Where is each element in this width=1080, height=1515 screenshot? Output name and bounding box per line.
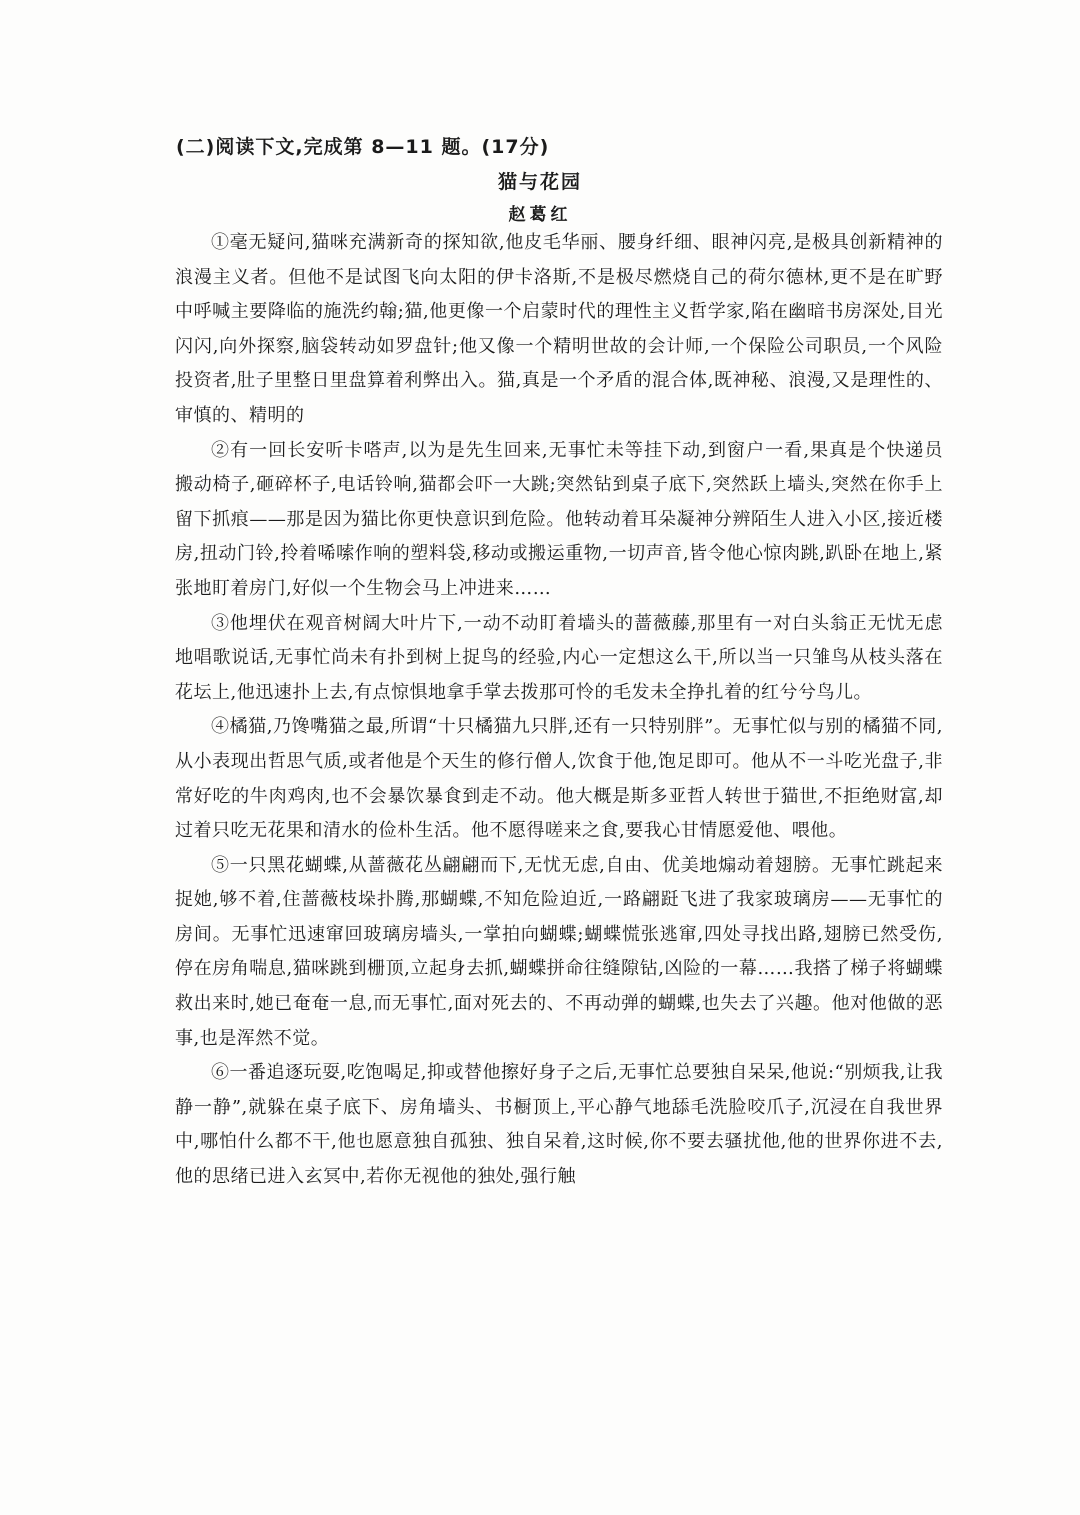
article-author: 赵葛红 <box>508 205 572 225</box>
paragraph-2: ②有一回长安听卡嗒声,以为是先生回来,无事忙未等挂下动,到窗户一看,果真是个快递员 搬动椅子,砸碎杯子,电话铃响,猫都会吓一大跳;突然钻到桌子底下,突然跃上墙头,突然在你手上留下抓痕——那是因为猫比你更快意识到危险。他转动着耳朵凝神分辨陌生人进入小区,接近楼房,扭动门铃,拎着唏嗦作响的塑料袋,移动或搬运重物,一切声音,皆令他心惊肉跳,趴卧在地上,紧张地盯着房门,好似一个生物会马上冲进来…… <box>175 439 943 599</box>
paragraph-5: ⑤一只黑花蝴蝶,从蔷薇花丛翩翩而下,无忧无虑,自由、优美地煽动着翅膀。无事忙跳起来捉她,够不着,住蔷薇枝垛扑腾,那蝴蝶,不知危险迫近,一路翩跹飞进了我家玻璃房——无事忙的房间。无事忙迅速窜回玻璃房墙头,一掌拍向蝴蝶;蝴蝶慌张逃窜,四处寻找出路,翅膀已然受伤,停在房角喘息,猫咪跳到栅顶,立起身去抓,蝴蝶拼命往缝隙钻,凶险的一幕……我搭了梯子将蝴蝶救出来时,她已奄奄一息,而无事忙,面对死去的、不再动弹的蝴蝶,也失去了兴趣。他对他做的恶事,也是浑然不觉。 <box>175 854 943 1049</box>
paragraph-1: ①毫无疑问,猫咪充满新奇的探知欲,他皮毛华丽、腰身纤细、眼神闪亮,是极具创新精神的浪漫主义者。但他不是试图飞向太阳的伊卡洛斯,不是极尽燃烧自己的荷尔德林,更不是在旷野中呼喊主要降临的施洗约翰;猫,他更像一个启蒙时代的理性主义哲学家,陷在幽暗书房深处,目光闪闪,向外探察,脑袋转动如罗盘针;他又像一个精明世故的会计师,一个保险公司职员,一个风险投资者,肚子里整日里盘算着利弊出入。猫,真是一个矛盾的混合体,既神秘、浪漫,又是理性的、审慎的、精明的 <box>175 232 943 426</box>
article-body <box>175 226 943 1195</box>
question-instruction: (二)阅读下文,完成第 8—11 题。(17分) <box>176 136 550 158</box>
article-title: 猫与花园 <box>497 171 582 193</box>
paragraph-6: ⑥一番追逐玩耍,吃饱喝足,抑或替他擦好身子之后,无事忙总要独自呆呆,他说:“别烦我,让我静一静”,就躲在桌子底下、房角墙头、书橱顶上,平心静气地舔毛洗脸咬爪子,沉浸在自我世界中,哪怕什么都不干,他也愿意独自孤独、独自呆着,这时候,你不要去骚扰他,他的世界你进不去,他的思绪已进入玄冥中,若你无视他的独处,强行触 <box>175 1062 943 1188</box>
paragraph-4: ④橘猫,乃馋嘴猫之最,所谓“十只橘猫九只胖,还有一只特别胖”。无事忙似与别的橘猫不同,从小表现出哲思气质,或者他是个天生的修行僧人,饮食于他,饱足即可。他从不一斗吃光盘子,非常好吃的牛肉鸡肉,也不会暴饮暴食到走不动。他大概是斯多亚哲人转世于猫世,不拒绝财富,却过着只吃无花果和清水的俭朴生活。他不愿得嗟来之食,要我心甘情愿爱他、喂他。 <box>175 716 943 842</box>
paragraph-3: ③他埋伏在观音树阔大叶片下,一动不动盯着墙头的蔷薇藤,那里有一对白头翁正无忧无虑地唱歌说话,无事忙尚未有扑到树上捉鸟的经验,内心一定想这么干,所以当一只雏鸟从枝头落在花坛上,他迅速扑上去,有点惊惧地拿手掌去拨那可怜的毛发未全挣扎着的红兮兮鸟儿。 <box>175 612 943 703</box>
